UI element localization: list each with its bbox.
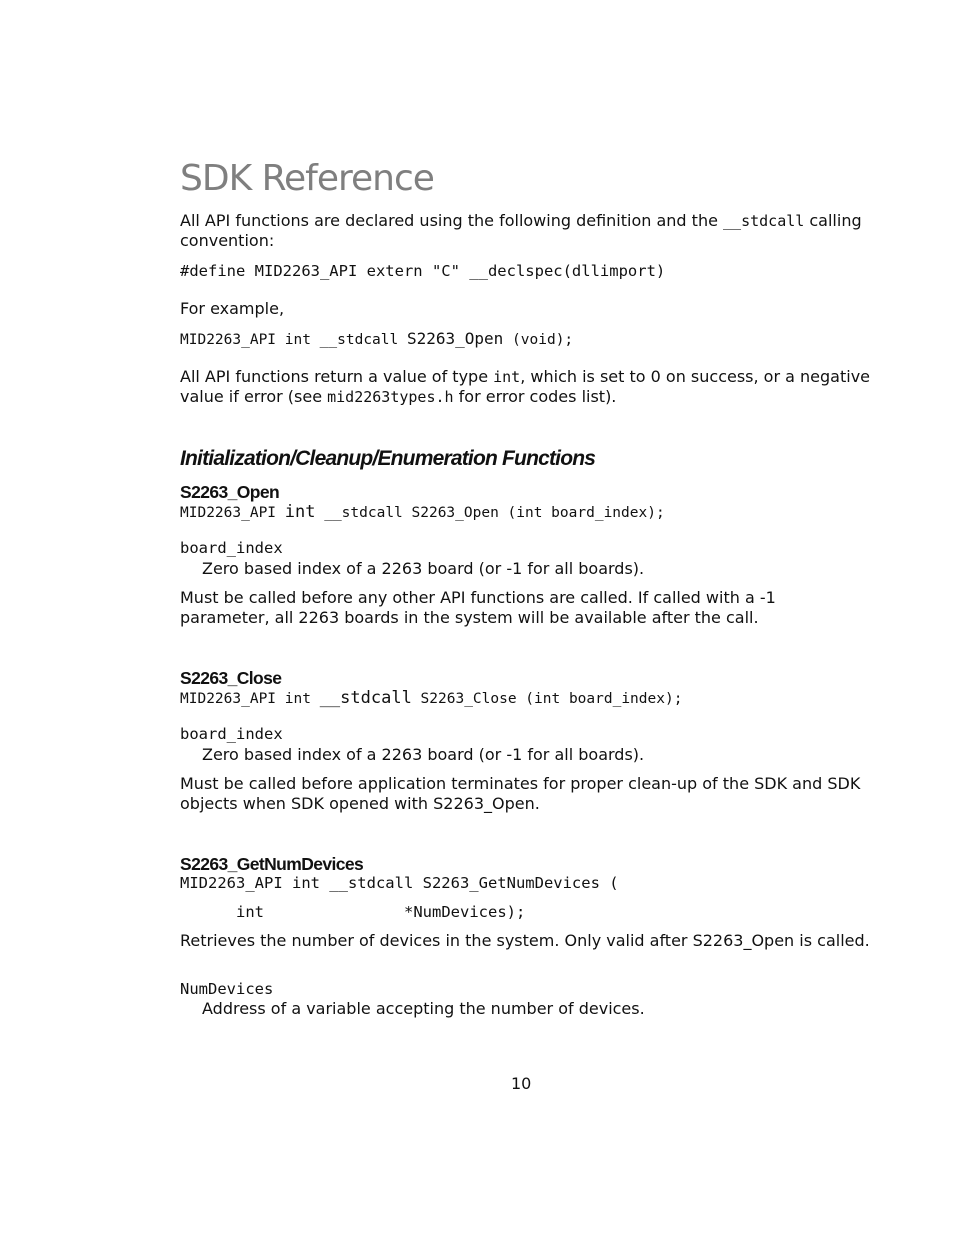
example-suffix: (void); (503, 332, 574, 348)
section-heading: Initialization/Cleanup/Enumeration Functions (180, 447, 596, 470)
getnum-function-name: S2263_GetNumDevices (180, 854, 364, 874)
example-prefix: MID2263_API int __stdcall (180, 332, 407, 348)
example-line (180, 329, 573, 348)
page-number: 10 (511, 1074, 532, 1093)
open-sig-rest: __stdcall S2263_Open (int board_index); (315, 505, 665, 521)
open-description: Must be called before any other API functions are called. If called with a -1 parameter, all 2263 boards in the system will be available after the call. (180, 588, 776, 627)
getnum-param-name: NumDevices (180, 980, 274, 998)
intro-paragraph (180, 211, 870, 251)
return-t2: , which is set to 0 on success, or a negative value if error (see (180, 367, 870, 406)
getnum-description: Retrieves the number of devices in the system. Only valid after S2263_Open is called. (180, 931, 870, 950)
close-signature (180, 688, 682, 708)
intro-text-after: calling convention: (180, 211, 862, 250)
return-paragraph (180, 367, 870, 407)
close-param-name: board_index (180, 725, 283, 743)
open-param-name: board_index (180, 539, 283, 557)
close-sig-prefix: MID2263_API int (180, 691, 320, 707)
return-c2: mid2263types.h (327, 388, 454, 406)
close-description: Must be called before application terminates for proper clean-up of the SDK and SDK objects when SDK opened with S2263_Open. (180, 774, 861, 813)
intro-text-before: All API functions are declared using the following definition and the (180, 211, 724, 230)
getnum-signature-line1: MID2263_API int __stdcall S2263_GetNumDevices ( (180, 874, 619, 892)
open-sig-prefix: MID2263_API (180, 505, 285, 521)
return-t3: for error codes list). (453, 387, 617, 406)
getnum-signature-type: int (236, 903, 264, 921)
close-function-name: S2263_Close (180, 668, 282, 688)
return-c1: int (493, 368, 521, 386)
getnum-param-desc: Address of a variable accepting the number of devices. (202, 999, 645, 1018)
open-sig-int: int (284, 502, 316, 522)
define-line: #define MID2263_API extern "C" __declspec(dllimport) (180, 262, 666, 280)
open-signature (180, 502, 665, 522)
getnum-signature-arg: *NumDevices); (404, 903, 526, 921)
close-param-desc: Zero based index of a 2263 board (or -1 for all boards). (202, 745, 645, 764)
intro-code: __stdcall (723, 212, 805, 230)
page-title: SDK Reference (180, 158, 434, 199)
open-function-name: S2263_Open (180, 482, 280, 502)
example-func: S2263_Open (406, 329, 504, 348)
return-t1: All API functions return a value of type (180, 367, 494, 386)
for-example-text: For example, (180, 299, 285, 318)
close-sig-stdcall: __stdcall (319, 688, 412, 708)
open-param-desc: Zero based index of a 2263 board (or -1 for all boards). (202, 559, 645, 578)
close-sig-rest: S2263_Close (int board_index); (411, 691, 683, 707)
